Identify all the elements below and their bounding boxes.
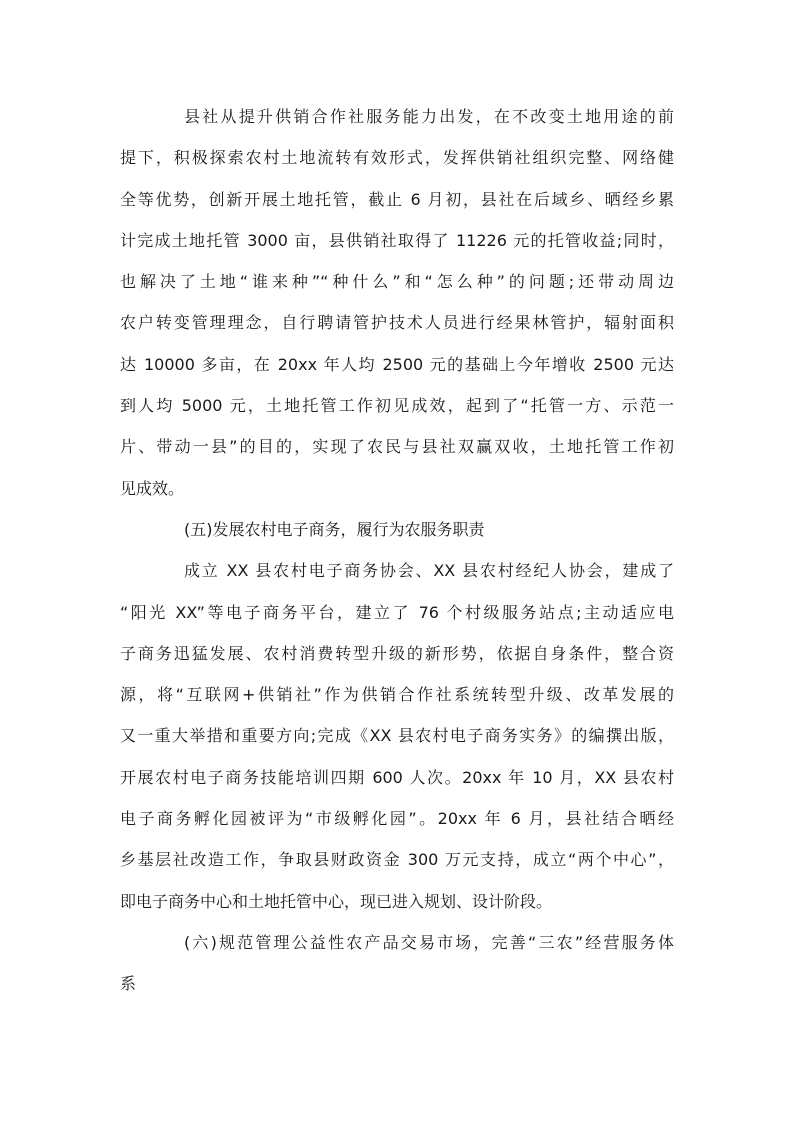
text-line: 片、带动一县”的目的，实现了农民与县社双赢双收，土地托管工作初 (120, 437, 674, 457)
text-line: 达 10000 多亩，在 20xx 年人均 2500 元的基础上今年增收 2500 元达 (120, 354, 674, 374)
text-line: 源，将“互联网+供销社”作为供销合作社系统转型升级、改革发展的 (120, 685, 674, 705)
text-line: 提下，积极探索农村土地流转有效形式，发挥供销社组织完整、网络健 (120, 148, 674, 168)
text-line: 全等优势，创新开展土地托管，截止 6 月初，县社在后域乡、晒经乡累 (120, 189, 674, 209)
text-line: 到人均 5000 元，土地托管工作初见成效，起到了“托管一方、示范一 (120, 396, 674, 416)
text-line: 见成效。 (120, 478, 185, 498)
paragraph-land-trusteeship (120, 96, 674, 509)
document-body (120, 96, 674, 1005)
heading-text: (六)规范管理公益性农产品交易市场，完善“三农”经营服务体 (184, 932, 674, 952)
text-line: 子商务迅猛发展、农村消费转型升级的新形势，依据自身条件，整合资 (120, 643, 674, 663)
section-heading-market (120, 922, 674, 1005)
heading-text: 系 (120, 974, 137, 994)
text-line: 计完成土地托管 3000 亩，县供销社取得了 11226 元的托管收益;同时， (120, 230, 674, 250)
text-line: 开展农村电子商务技能培训四期 600 人次。20xx 年 10 月，XX 县农村 (120, 767, 674, 787)
text-line: 乡基层社改造工作，争取县财政资金 300 万元支持，成立“两个中心”， (120, 850, 674, 870)
text-line: 也解决了土地“谁来种”“种什么”和“怎么种”的问题;还带动周边 (120, 272, 674, 292)
text-line: 电子商务孵化园被评为“市级孵化园”。20xx 年 6 月，县社结合晒经 (120, 809, 674, 829)
text-line: 农户转变管理理念，自行聘请管护技术人员进行经果林管护，辐射面积 (120, 313, 674, 333)
text-line: 即电子商务中心和土地托管中心，现已进入规划、设计阶段。 (120, 891, 553, 911)
heading-text: (五)发展农村电子商务，履行为农服务职责 (184, 519, 485, 539)
text-line: “阳光 XX”等电子商务平台，建立了 76 个村级服务站点;主动适应电 (120, 602, 674, 622)
section-heading-ecommerce (120, 509, 674, 550)
paragraph-ecommerce (120, 550, 674, 922)
text-line: 县社从提升供销合作社服务能力出发，在不改变土地用途的前 (184, 107, 674, 126)
text-line: 成立 XX 县农村电子商务协会、XX 县农村经纪人协会，建成了 (184, 561, 674, 581)
text-line: 又一重大举措和重要方向;完成《XX 县农村电子商务实务》的编撰出版， (120, 726, 674, 746)
